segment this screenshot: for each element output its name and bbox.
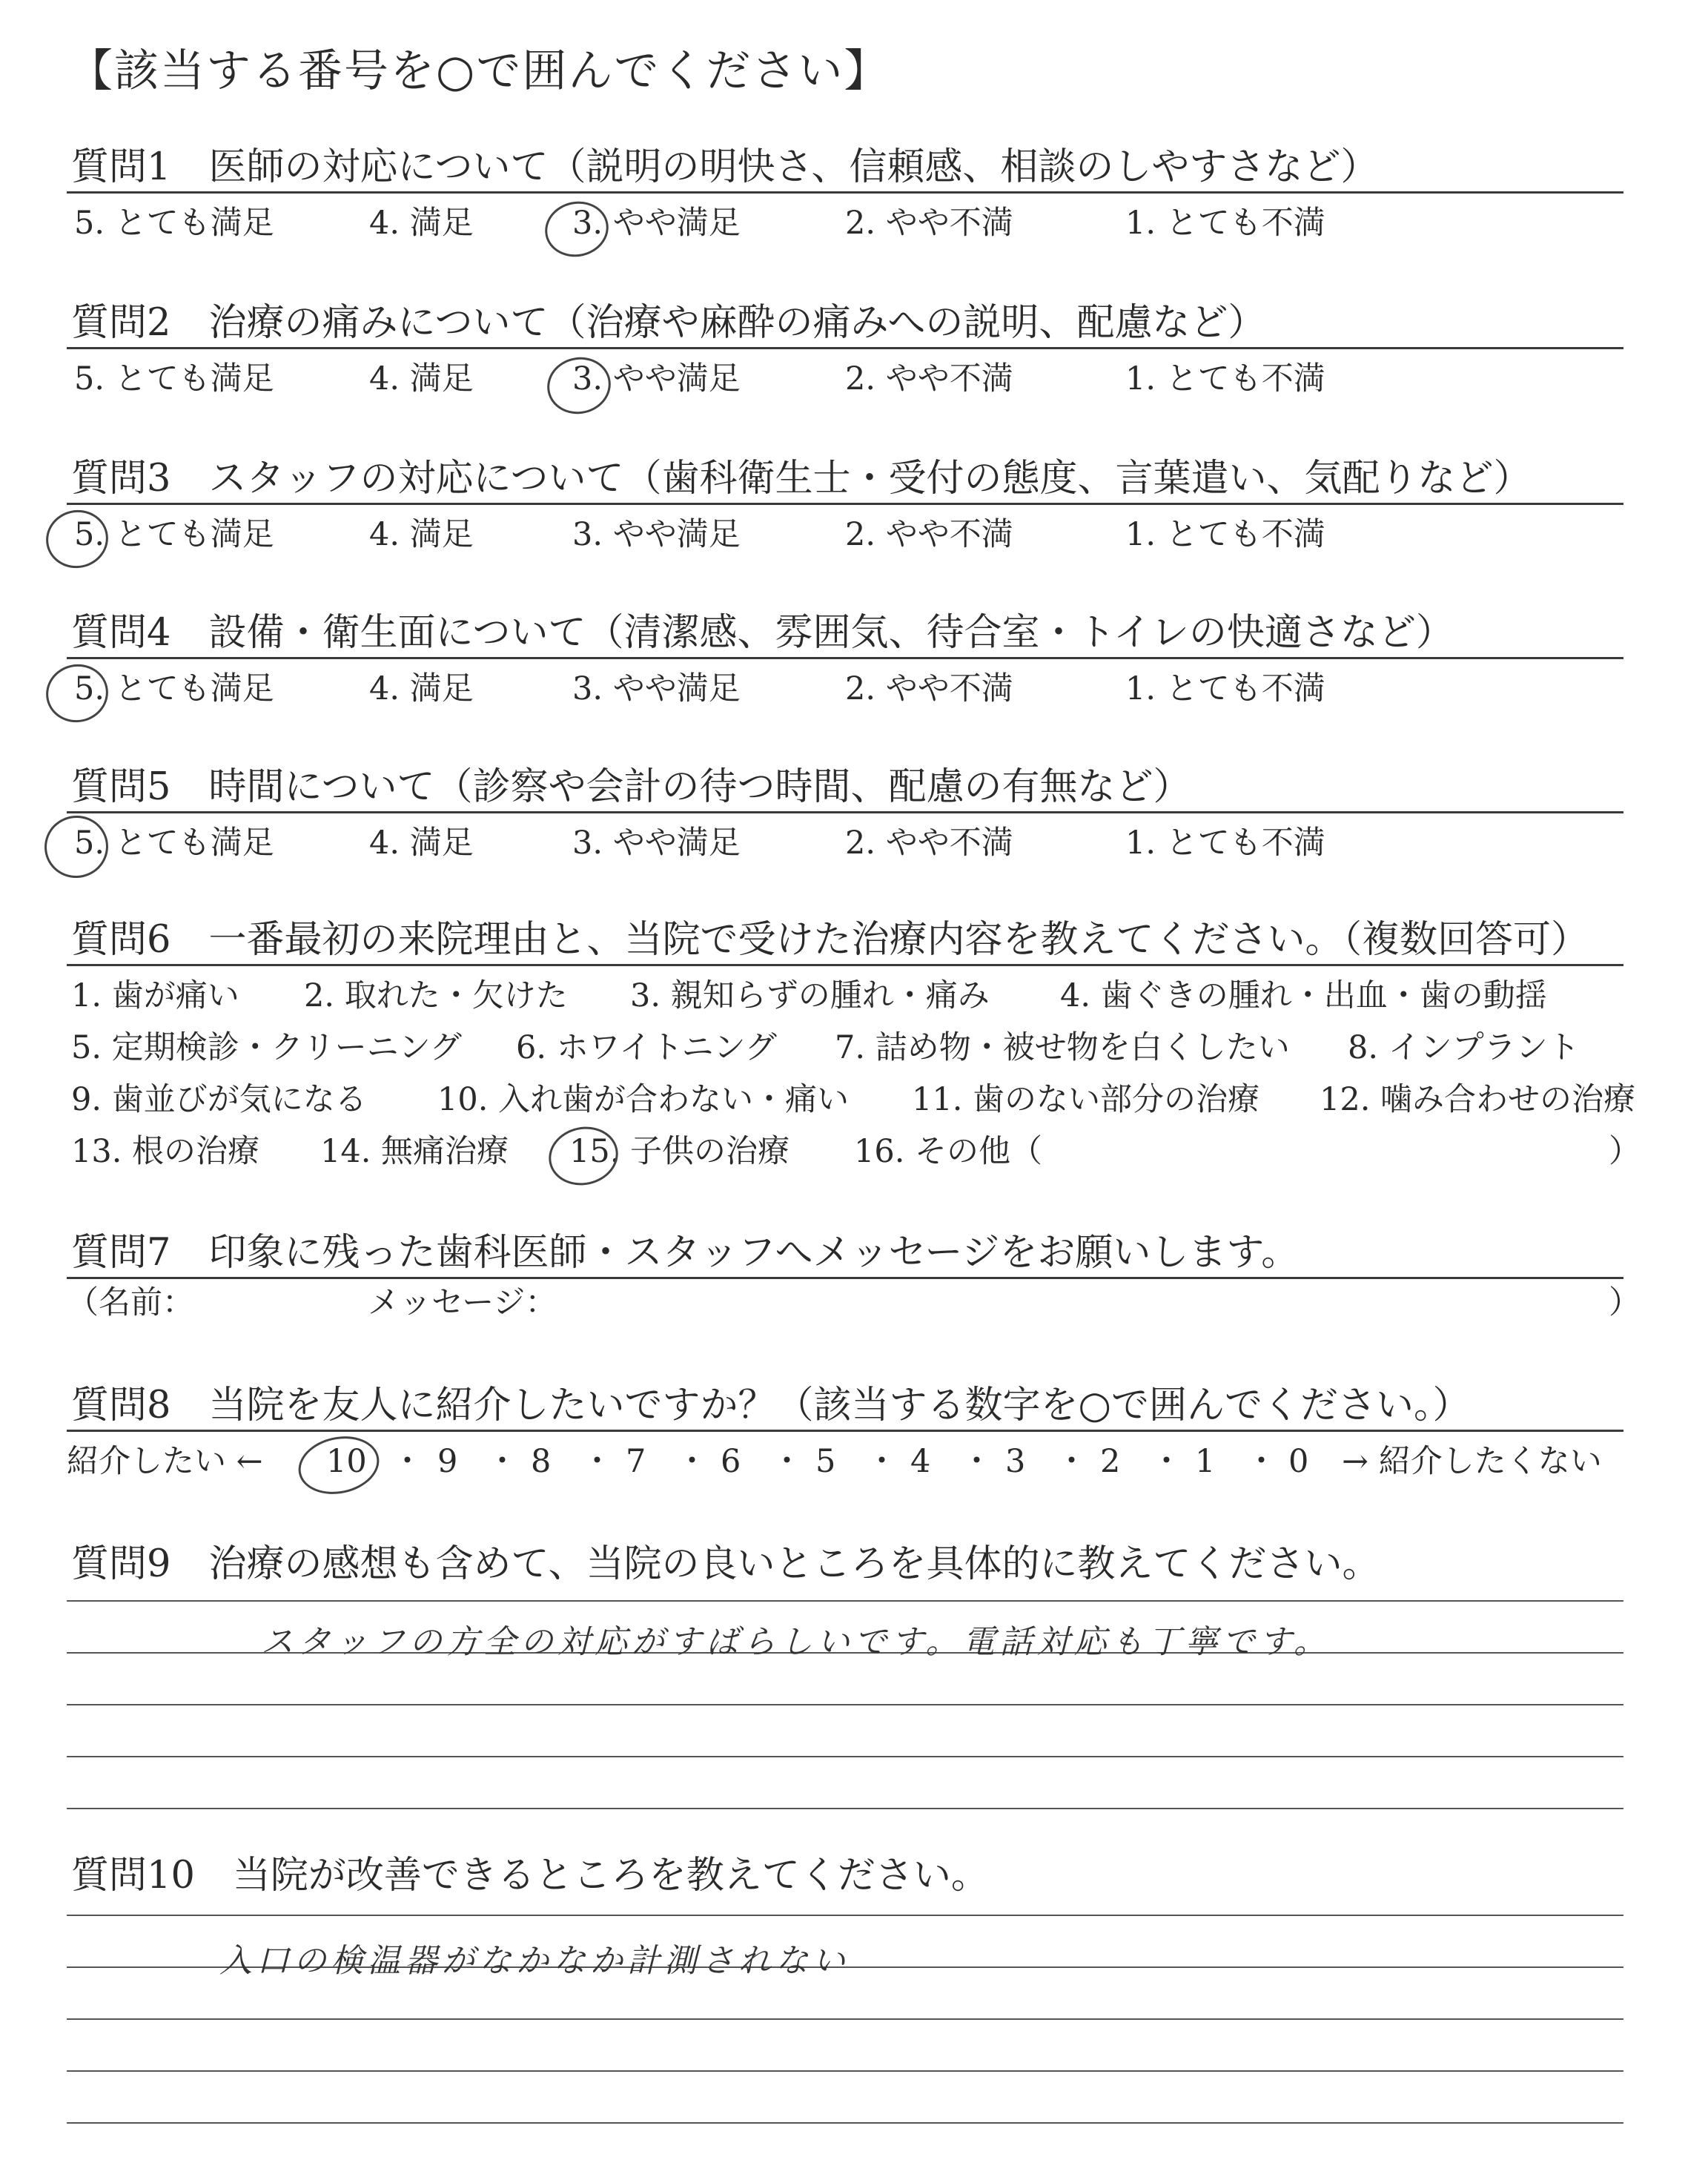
scale-1[interactable]: 1: [1195, 1443, 1216, 1480]
question-3: [71, 457, 1532, 501]
scale-separator: ・: [1245, 1443, 1277, 1480]
question-label: 質問5: [71, 765, 171, 809]
divider: [67, 347, 1623, 349]
question-7: [71, 1231, 1300, 1275]
answer-line: [67, 1808, 1623, 1809]
scale-separator: ・: [961, 1443, 993, 1480]
scale-separator: ・: [1151, 1443, 1182, 1480]
question-10: [71, 1854, 989, 1898]
question-label: 質問1: [71, 145, 171, 189]
scale-2[interactable]: 2: [1100, 1443, 1121, 1480]
scale-separator: ・: [581, 1443, 613, 1480]
q4-option-4[interactable]: 4. 満足: [369, 670, 474, 707]
reason-6[interactable]: 6. ホワイトニング: [516, 1029, 777, 1066]
close-paren: ）: [1609, 1284, 1641, 1321]
question-4: [71, 611, 1454, 655]
answer-line: [67, 2122, 1623, 2124]
reason-3[interactable]: 3. 親知らずの腫れ・痛み: [630, 977, 990, 1014]
q2-option-3[interactable]: 3. やや満足: [572, 360, 741, 397]
question-1: [71, 145, 1379, 189]
reason-9[interactable]: 9. 歯並びが気になる: [71, 1081, 367, 1118]
answer-improvements[interactable]: 入口の検温器がなかなか計測されない: [219, 1942, 850, 1980]
divider: [67, 964, 1623, 966]
q4-option-3[interactable]: 3. やや満足: [572, 670, 741, 707]
q1-option-4[interactable]: 4. 満足: [369, 205, 474, 242]
q4-option-1[interactable]: 1. とても不満: [1125, 670, 1325, 707]
divider: [67, 191, 1623, 194]
form-heading: 【該当する番号を○で囲んでください】: [68, 45, 890, 97]
scale-separator: ・: [1056, 1443, 1088, 1480]
answer-line: [67, 1915, 1623, 1916]
answer-line: [67, 1600, 1623, 1602]
q1-option-3[interactable]: 3. やや満足: [572, 205, 741, 242]
q2-option-4[interactable]: 4. 満足: [369, 360, 474, 397]
answer-good-points[interactable]: スタッフの方全の対応がすばらしいです。電話対応も丁寧です。: [261, 1623, 1331, 1661]
close-paren: ）: [1609, 1133, 1641, 1170]
q1-option-1[interactable]: 1. とても不満: [1125, 205, 1325, 242]
question-text: 当院を友人に紹介したいですか？（該当する数字を○で囲んでください。）: [208, 1384, 1471, 1427]
reason-12[interactable]: 12. 噛み合わせの治療: [1320, 1081, 1636, 1118]
q4-option-2[interactable]: 2. やや不満: [845, 670, 1013, 707]
q2-option-1[interactable]: 1. とても不満: [1125, 360, 1325, 397]
question-label: 質問10: [71, 1854, 195, 1898]
scale-5[interactable]: 5: [815, 1443, 836, 1480]
reason-4[interactable]: 4. 歯ぐきの腫れ・出血・歯の動揺: [1060, 977, 1547, 1014]
divider: [67, 1430, 1623, 1432]
scale-separator: ・: [486, 1443, 518, 1480]
scale-8[interactable]: 8: [531, 1443, 552, 1480]
question-label: 質問9: [71, 1542, 171, 1586]
question-5: [71, 765, 1191, 809]
q1-option-5[interactable]: 5. とても満足: [74, 205, 274, 242]
question-text: 設備・衛生面について（清潔感、雰囲気、待合室・トイレの快適さなど）: [208, 611, 1454, 655]
selection-circle: [543, 1120, 623, 1192]
question-9: [71, 1542, 1380, 1586]
question-text: スタッフの対応について（歯科衛生士・受付の態度、言葉遣い、気配りなど）: [208, 457, 1532, 501]
question-label: 質問6: [71, 918, 171, 962]
question-text: 時間について（診察や会計の待つ時間、配慮の有無など）: [208, 765, 1191, 809]
q5-option-5[interactable]: 5. とても満足: [74, 825, 274, 862]
question-text: 一番最初の来院理由と、当院で受けた治療内容を教えてください。（複数回答可）: [208, 918, 1589, 962]
q3-option-1[interactable]: 1. とても不満: [1125, 516, 1325, 553]
scale-3[interactable]: 3: [1005, 1443, 1026, 1480]
reason-14[interactable]: 14. 無痛治療: [320, 1133, 509, 1170]
scale-separator: ・: [676, 1443, 708, 1480]
selection-circle: [39, 810, 114, 884]
q4-option-5[interactable]: 5. とても満足: [74, 670, 274, 707]
recommend-left-label: 紹介したい ←: [67, 1443, 263, 1480]
reason-15[interactable]: 15. 子供の治療: [569, 1133, 790, 1170]
answer-line: [67, 1704, 1623, 1705]
question-text: 治療の感想も含めて、当院の良いところを具体的に教えてください。: [208, 1542, 1380, 1586]
q5-option-2[interactable]: 2. やや不満: [845, 825, 1013, 862]
q3-option-5[interactable]: 5. とても満足: [74, 516, 274, 553]
q3-option-2[interactable]: 2. やや不満: [845, 516, 1013, 553]
scale-9[interactable]: 9: [437, 1443, 458, 1480]
reason-1[interactable]: 1. 歯が痛い: [71, 977, 239, 1014]
question-label: 質問4: [71, 611, 171, 655]
reason-8[interactable]: 8. インプラント: [1348, 1029, 1580, 1066]
divider: [67, 503, 1623, 505]
selection-circle: [293, 1429, 384, 1501]
question-text: 当院が改善できるところを教えてください。: [232, 1854, 989, 1898]
answer-line: [67, 2018, 1623, 2020]
reason-7[interactable]: 7. 詰め物・被せ物を白くしたい: [835, 1029, 1290, 1066]
scale-separator: ・: [391, 1443, 423, 1480]
scale-6[interactable]: 6: [721, 1443, 741, 1480]
answer-line: [67, 2070, 1623, 2072]
question-text: 医師の対応について（説明の明快さ、信頼感、相談のしやすさなど）: [208, 145, 1379, 189]
selection-circle: [41, 658, 113, 728]
reason-10[interactable]: 10. 入れ歯が合わない・痛い: [437, 1081, 850, 1118]
q5-option-4[interactable]: 4. 満足: [369, 825, 474, 862]
reason-11[interactable]: 11. 歯のない部分の治療: [912, 1081, 1260, 1118]
question-2: [71, 301, 1266, 345]
question-label: 質問7: [71, 1231, 171, 1275]
scale-separator: ・: [866, 1443, 898, 1480]
scale-separator: ・: [771, 1443, 803, 1480]
q5-option-1[interactable]: 1. とても不満: [1125, 825, 1325, 862]
scale-10[interactable]: 10: [326, 1443, 367, 1480]
scale-0[interactable]: 0: [1288, 1443, 1309, 1480]
message-field-label[interactable]: メッセージ：: [368, 1284, 557, 1321]
question-text: 印象に残った歯科医師・スタッフへメッセージをお願いします。: [208, 1231, 1300, 1275]
q2-option-2[interactable]: 2. やや不満: [845, 360, 1013, 397]
reason-2[interactable]: 2. 取れた・欠けた: [304, 977, 568, 1014]
question-label: 質問3: [71, 457, 171, 501]
divider: [67, 811, 1623, 813]
divider: [67, 657, 1623, 659]
question-label: 質問2: [71, 301, 171, 345]
q5-option-3[interactable]: 3. やや満足: [572, 825, 741, 862]
question-8: [71, 1384, 1471, 1427]
answer-line: [67, 1756, 1623, 1757]
name-field-label[interactable]: （名前：: [67, 1284, 194, 1321]
q1-option-2[interactable]: 2. やや不満: [845, 205, 1013, 242]
divider: [67, 1277, 1623, 1279]
selection-circle: [41, 504, 113, 574]
reason-13[interactable]: 13. 根の治療: [71, 1133, 260, 1170]
question-text: 治療の痛みについて（治療や麻酔の痛みへの説明、配慮など）: [208, 301, 1266, 345]
scale-4[interactable]: 4: [910, 1443, 931, 1480]
q2-option-5[interactable]: 5. とても満足: [74, 360, 274, 397]
q3-option-4[interactable]: 4. 満足: [369, 516, 474, 553]
reason-5[interactable]: 5. 定期検診・クリーニング: [71, 1029, 462, 1066]
q3-option-3[interactable]: 3. やや満足: [572, 516, 741, 553]
reason-16[interactable]: 16. その他（: [854, 1133, 1043, 1170]
question-6: [71, 918, 1589, 962]
recommend-right-label: → 紹介したくない: [1342, 1443, 1602, 1480]
scale-7[interactable]: 7: [626, 1443, 646, 1480]
question-label: 質問8: [71, 1384, 171, 1427]
